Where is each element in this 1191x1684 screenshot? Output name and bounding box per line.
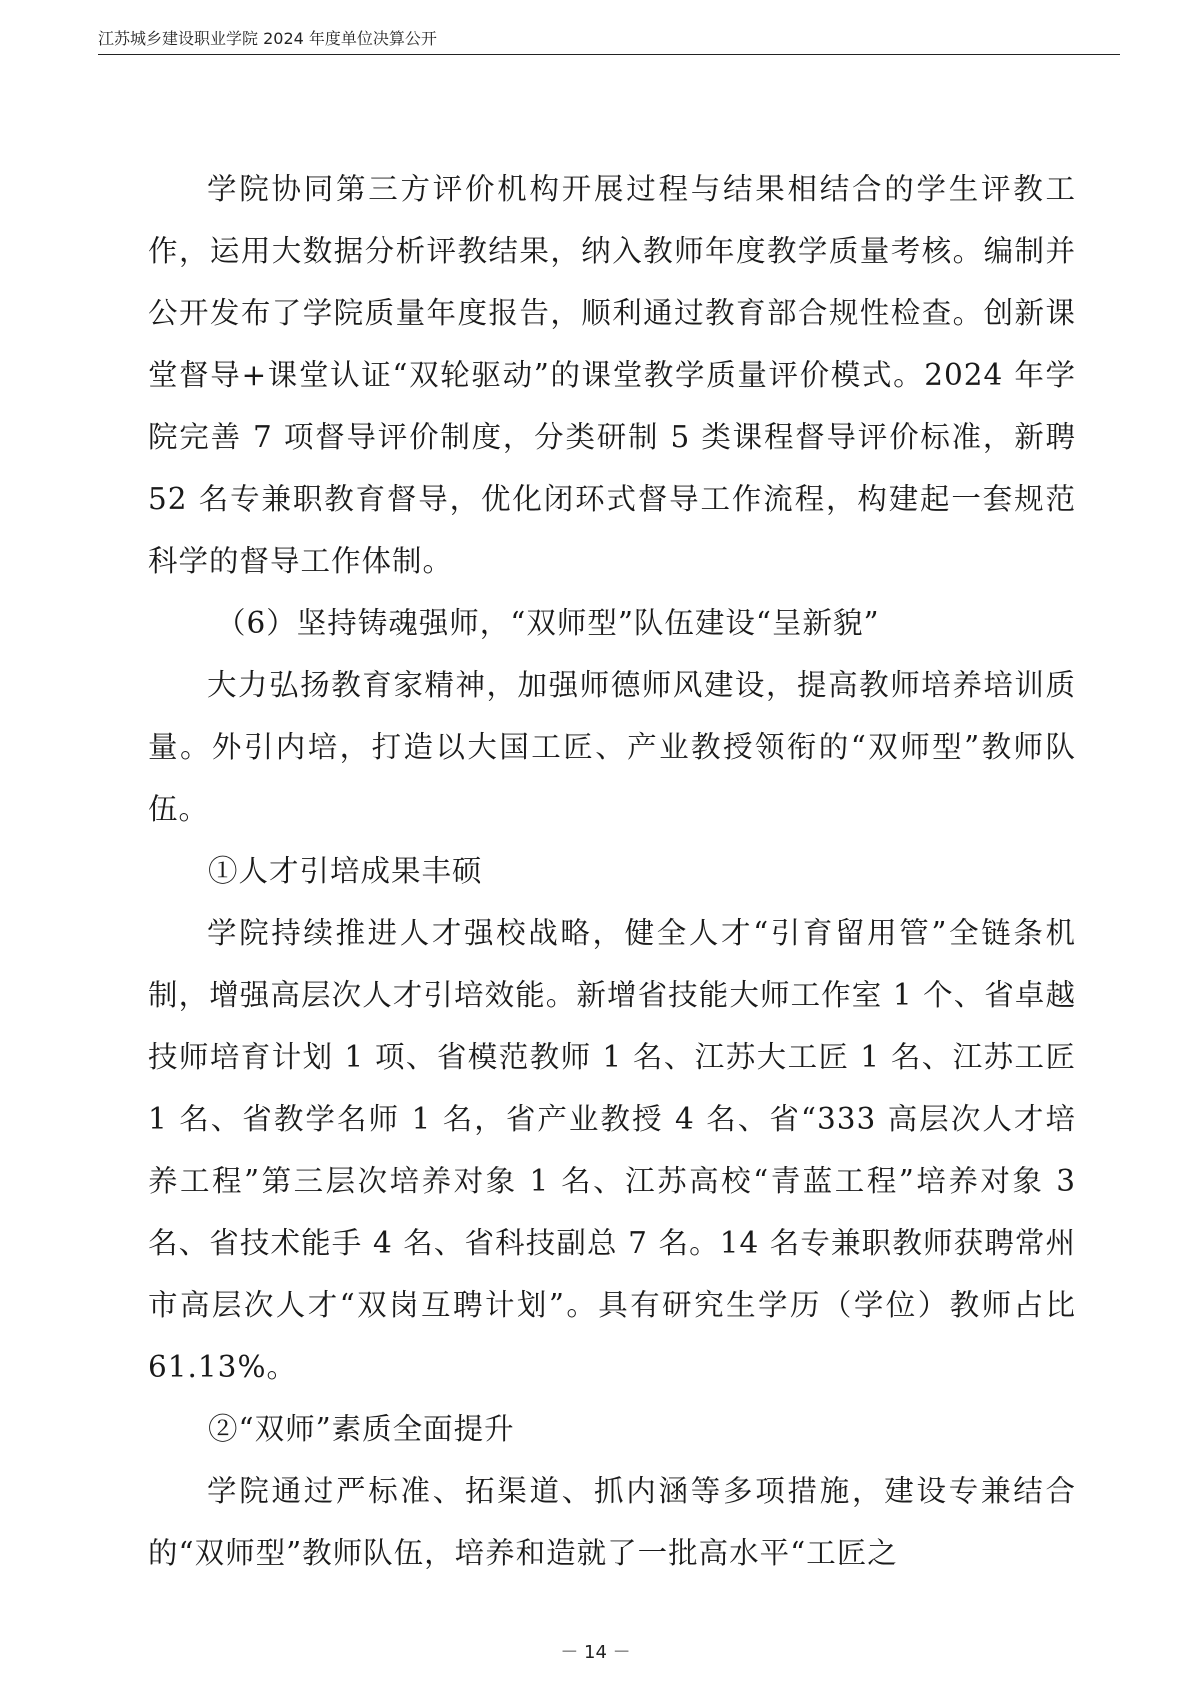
page-header	[98, 28, 1120, 55]
paragraph-dual-teacher: 学院通过严标准、拓渠道、抓内涵等多项措施，建设专兼结合的“双师型”教师队伍，培养和造就了一批高水平“工匠之	[148, 1474, 1076, 1570]
subheading-dual-teacher: ②“双师”素质全面提升	[208, 1412, 515, 1446]
body-text	[148, 158, 1076, 1584]
subheading-talent: ①人才引培成果丰硕	[208, 854, 483, 888]
paragraph-talent: 学院持续推进人才强校战略，健全人才“引育留用管”全链条机制，增强高层次人才引培效能。新增省技能大师工作室 1 个、省卓越技师培育计划 1 项、省模范教师 1 名、江苏大工匠 1 名、江苏工匠 1 名、省教学名师 1 名，省产业教授 4 名、省“333 高层次人才培养工程”第三层次培养对象 1 名、江苏高校“青蓝工程”培养对象 3 名、省技术能手 4 名、省科技副总 7 名。14 名专兼职教师获聘常州市高层次人才“双岗互聘计划”。具有研究生学历（学位）教师占比 61.13%。	[148, 916, 1076, 1384]
header-title: 江苏城乡建设职业学院 2024 年度单位决算公开	[98, 29, 437, 48]
paragraph-teacher-team: 大力弘扬教育家精神，加强师德师风建设，提高教师培养培训质量。外引内培，打造以大国工匠、产业教授领衔的“双师型”教师队伍。	[148, 668, 1076, 826]
paragraph-evaluation: 学院协同第三方评价机构开展过程与结果相结合的学生评教工作，运用大数据分析评教结果，纳入教师年度教学质量考核。编制并公开发布了学院质量年度报告，顺利通过教育部合规性检查。创新课堂督导+课堂认证“双轮驱动”的课堂教学质量评价模式。2024 年学院完善 7 项督导评价制度，分类研制 5 类课程督导评价标准，新聘 52 名专兼职教育督导，优化闭环式督导工作流程，构建起一套规范科学的督导工作体制。	[148, 172, 1076, 578]
section-heading-6: （6）坚持铸魂强师，“双师型”队伍建设“呈新貌”	[216, 606, 880, 640]
page-number: － 14 －	[560, 1642, 631, 1663]
